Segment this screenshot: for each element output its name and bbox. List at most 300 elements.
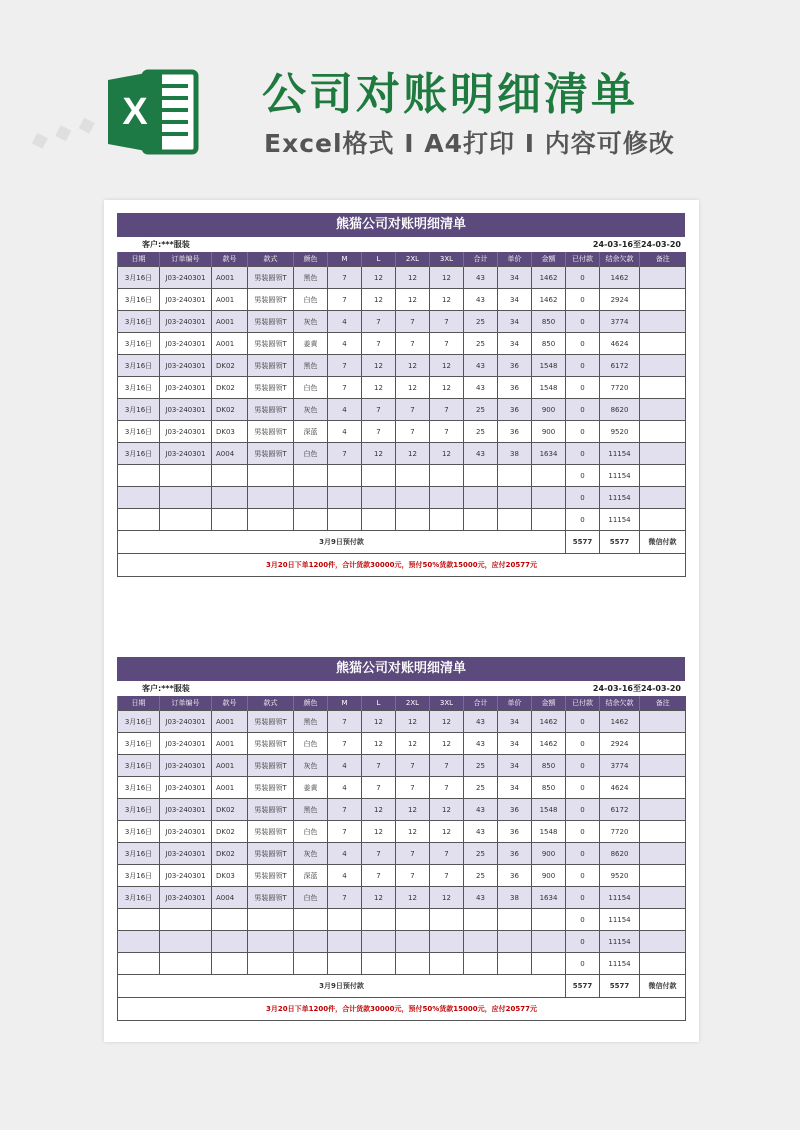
table-cell: 43	[464, 443, 498, 465]
table-cell: 25	[464, 865, 498, 887]
table-cell: 1548	[532, 799, 566, 821]
note-row	[118, 998, 686, 1021]
table-cell	[430, 465, 464, 487]
customer-label: 客户:***服装	[142, 684, 190, 693]
table-cell	[328, 953, 362, 975]
table-cell: 0	[566, 399, 600, 421]
table-cell	[498, 953, 532, 975]
table-cell: 7	[430, 399, 464, 421]
summary-remark: 微信付款	[640, 531, 686, 554]
table-cell: 25	[464, 843, 498, 865]
table-cell	[328, 487, 362, 509]
table-cell: A001	[212, 311, 248, 333]
table-cell: J03-240301	[160, 289, 212, 311]
table-cell: 1548	[532, 377, 566, 399]
table-cell: 1462	[532, 733, 566, 755]
table-cell: 850	[532, 333, 566, 355]
table-header-row	[118, 252, 686, 267]
table-cell: 7	[396, 333, 430, 355]
table-cell: 7	[328, 733, 362, 755]
table-cell: 7	[328, 267, 362, 289]
table-cell	[430, 509, 464, 531]
table-cell: 3月16日	[118, 865, 160, 887]
table-cell: 7	[362, 755, 396, 777]
column-header: 订单编号	[160, 252, 212, 267]
table-cell: 1462	[600, 711, 640, 733]
table-cell: 9520	[600, 421, 640, 443]
column-header: M	[328, 696, 362, 711]
table-cell: A001	[212, 777, 248, 799]
table-cell: 7	[396, 777, 430, 799]
column-header: 合计	[464, 252, 498, 267]
table-row	[118, 399, 686, 421]
table-cell	[248, 487, 294, 509]
table-cell	[328, 509, 362, 531]
table-cell	[640, 509, 686, 531]
table-cell	[396, 465, 430, 487]
summary-paid: 5577	[566, 975, 600, 998]
table-cell: 36	[498, 843, 532, 865]
table-cell: 34	[498, 711, 532, 733]
table-cell: 姜黄	[294, 333, 328, 355]
table-cell: 11154	[600, 487, 640, 509]
table-cell: A004	[212, 443, 248, 465]
table-cell	[640, 953, 686, 975]
column-header: 单价	[498, 252, 532, 267]
table-cell	[498, 909, 532, 931]
page-title: 公司对账明细清单	[262, 69, 638, 120]
table-cell	[294, 487, 328, 509]
table-cell	[430, 953, 464, 975]
table-cell: 36	[498, 377, 532, 399]
table-cell: 900	[532, 421, 566, 443]
table-cell: 0	[566, 777, 600, 799]
table-cell	[430, 909, 464, 931]
table-cell: 12	[362, 443, 396, 465]
table-cell	[464, 487, 498, 509]
table-cell: J03-240301	[160, 777, 212, 799]
table-cell: DK02	[212, 377, 248, 399]
table-cell	[248, 909, 294, 931]
column-header: 款式	[248, 696, 294, 711]
column-header: 结余欠款	[600, 252, 640, 267]
table-cell: 0	[566, 443, 600, 465]
table-cell: 男装圆领T	[248, 777, 294, 799]
table-row	[118, 377, 686, 399]
table-cell: 0	[566, 355, 600, 377]
table-cell: 男装圆领T	[248, 333, 294, 355]
sheet-info-row	[117, 681, 685, 696]
table-cell: A001	[212, 733, 248, 755]
table-row	[118, 909, 686, 931]
note-text: 3月20日下单1200件，合计货款30000元，预付50%货款15000元，应付20577元	[118, 998, 686, 1021]
table-cell: 男装圆领T	[248, 843, 294, 865]
table-cell: 25	[464, 333, 498, 355]
table-cell: 1548	[532, 821, 566, 843]
table-cell: 1634	[532, 443, 566, 465]
table-cell	[212, 931, 248, 953]
table-cell: 4	[328, 399, 362, 421]
table-row	[118, 267, 686, 289]
table-cell: 12	[362, 267, 396, 289]
column-header: 款号	[212, 696, 248, 711]
table-cell: 3月16日	[118, 711, 160, 733]
table-cell: 3月16日	[118, 377, 160, 399]
column-header: 备注	[640, 252, 686, 267]
table-cell: 男装圆领T	[248, 711, 294, 733]
table-cell: 36	[498, 355, 532, 377]
column-header: 备注	[640, 696, 686, 711]
table-cell	[532, 509, 566, 531]
table-cell: J03-240301	[160, 377, 212, 399]
table-cell: 12	[362, 355, 396, 377]
table-cell	[160, 909, 212, 931]
statement-table	[117, 696, 686, 1021]
table-cell: 男装圆领T	[248, 799, 294, 821]
table-cell: 12	[362, 377, 396, 399]
table-cell: 0	[566, 931, 600, 953]
table-cell	[532, 953, 566, 975]
table-cell: 黑色	[294, 267, 328, 289]
table-cell: 0	[566, 377, 600, 399]
table-row	[118, 777, 686, 799]
table-cell: 34	[498, 267, 532, 289]
table-cell: 7	[396, 421, 430, 443]
column-header: 颜色	[294, 696, 328, 711]
table-cell: 34	[498, 755, 532, 777]
table-row	[118, 355, 686, 377]
table-cell: 12	[396, 377, 430, 399]
table-cell: 男装圆领T	[248, 355, 294, 377]
table-cell: 25	[464, 777, 498, 799]
table-cell: 25	[464, 421, 498, 443]
date-range: 24-03-16至24-03-20	[592, 684, 681, 693]
table-cell: 0	[566, 311, 600, 333]
table-cell	[498, 509, 532, 531]
table-cell	[248, 931, 294, 953]
table-cell: 25	[464, 399, 498, 421]
table-cell: 12	[362, 289, 396, 311]
summary-balance: 5577	[600, 975, 640, 998]
table-cell	[640, 311, 686, 333]
table-cell	[328, 909, 362, 931]
table-row	[118, 953, 686, 975]
table-cell	[248, 953, 294, 975]
table-row	[118, 487, 686, 509]
table-cell: 0	[566, 953, 600, 975]
table-cell: 0	[566, 865, 600, 887]
table-cell	[248, 509, 294, 531]
column-header: 3XL	[430, 252, 464, 267]
table-cell	[640, 487, 686, 509]
table-cell: 43	[464, 377, 498, 399]
table-cell	[532, 465, 566, 487]
table-cell	[294, 931, 328, 953]
table-cell: 34	[498, 289, 532, 311]
table-cell: 3月16日	[118, 777, 160, 799]
customer-label: 客户:***服装	[142, 240, 190, 249]
table-cell: 3月16日	[118, 311, 160, 333]
table-cell	[464, 465, 498, 487]
table-cell: 3月16日	[118, 267, 160, 289]
table-cell	[362, 509, 396, 531]
table-cell: 黑色	[294, 711, 328, 733]
table-cell	[212, 487, 248, 509]
table-row	[118, 443, 686, 465]
table-cell: 白色	[294, 733, 328, 755]
table-cell: 2924	[600, 733, 640, 755]
table-row	[118, 799, 686, 821]
column-header: 金额	[532, 252, 566, 267]
table-cell: A001	[212, 333, 248, 355]
summary-remark: 微信付款	[640, 975, 686, 998]
table-cell: 36	[498, 421, 532, 443]
table-cell	[362, 953, 396, 975]
watermark: ◆ ◆ ◆	[27, 110, 99, 155]
table-cell	[640, 777, 686, 799]
summary-paid: 5577	[566, 531, 600, 554]
table-cell: J03-240301	[160, 865, 212, 887]
table-cell: 12	[396, 289, 430, 311]
table-cell	[640, 865, 686, 887]
table-cell	[160, 509, 212, 531]
table-cell: 850	[532, 755, 566, 777]
table-cell: 3月16日	[118, 355, 160, 377]
table-cell: 12	[396, 733, 430, 755]
table-cell	[212, 953, 248, 975]
table-cell: J03-240301	[160, 355, 212, 377]
table-cell: DK02	[212, 821, 248, 843]
table-cell: J03-240301	[160, 399, 212, 421]
table-cell: J03-240301	[160, 799, 212, 821]
statement-sheet	[117, 657, 685, 1021]
table-cell	[160, 931, 212, 953]
table-cell: 12	[430, 733, 464, 755]
table-cell: 11154	[600, 931, 640, 953]
note-text: 3月20日下单1200件，合计货款30000元，预付50%货款15000元，应付20577元	[118, 554, 686, 577]
table-cell	[160, 953, 212, 975]
table-cell	[396, 953, 430, 975]
table-cell: 900	[532, 865, 566, 887]
table-cell: A004	[212, 887, 248, 909]
table-cell: 0	[566, 487, 600, 509]
table-cell: 8620	[600, 843, 640, 865]
table-cell: J03-240301	[160, 443, 212, 465]
table-cell: 0	[566, 909, 600, 931]
table-cell: 4	[328, 865, 362, 887]
sheet-title: 熊猫公司对账明细清单	[117, 213, 685, 237]
table-cell	[464, 509, 498, 531]
table-cell	[532, 931, 566, 953]
summary-row	[118, 975, 686, 998]
table-cell: 11154	[600, 887, 640, 909]
column-header: 合计	[464, 696, 498, 711]
column-header: 订单编号	[160, 696, 212, 711]
table-cell: 43	[464, 711, 498, 733]
table-cell: 黑色	[294, 799, 328, 821]
table-cell: 12	[430, 887, 464, 909]
table-cell: 1462	[532, 267, 566, 289]
table-cell: 11154	[600, 443, 640, 465]
column-header: 已付款	[566, 252, 600, 267]
table-cell: 白色	[294, 821, 328, 843]
table-cell: 3月16日	[118, 821, 160, 843]
table-cell: 1634	[532, 887, 566, 909]
document-page	[104, 200, 699, 1042]
table-row	[118, 289, 686, 311]
table-cell: 男装圆领T	[248, 865, 294, 887]
column-header: 结余欠款	[600, 696, 640, 711]
table-cell: 7	[430, 777, 464, 799]
table-cell	[640, 465, 686, 487]
table-cell	[396, 931, 430, 953]
table-header-row	[118, 696, 686, 711]
table-cell: 3月16日	[118, 421, 160, 443]
table-cell: 7	[328, 887, 362, 909]
table-cell: 7	[362, 843, 396, 865]
table-cell	[118, 909, 160, 931]
table-cell: J03-240301	[160, 711, 212, 733]
table-cell: 1462	[532, 711, 566, 733]
table-cell: 0	[566, 711, 600, 733]
table-cell: 7	[362, 311, 396, 333]
table-cell: J03-240301	[160, 333, 212, 355]
table-cell: 3月16日	[118, 399, 160, 421]
table-row	[118, 311, 686, 333]
table-cell: 3月16日	[118, 443, 160, 465]
table-cell: 43	[464, 267, 498, 289]
table-cell: 12	[430, 355, 464, 377]
table-row	[118, 865, 686, 887]
table-cell: 11154	[600, 953, 640, 975]
column-header: M	[328, 252, 362, 267]
column-header: 金额	[532, 696, 566, 711]
table-cell	[640, 377, 686, 399]
table-cell: DK03	[212, 865, 248, 887]
column-header: 2XL	[396, 696, 430, 711]
table-cell	[248, 465, 294, 487]
table-cell: 12	[362, 733, 396, 755]
table-cell: 38	[498, 443, 532, 465]
table-cell: DK03	[212, 421, 248, 443]
table-cell: 12	[430, 799, 464, 821]
table-cell: 7	[328, 355, 362, 377]
table-cell	[294, 509, 328, 531]
table-cell	[118, 487, 160, 509]
table-cell: 黑色	[294, 355, 328, 377]
summary-row	[118, 531, 686, 554]
table-cell: 0	[566, 509, 600, 531]
table-cell: DK02	[212, 399, 248, 421]
table-cell: DK02	[212, 799, 248, 821]
table-cell: 12	[396, 711, 430, 733]
table-cell: 男装圆领T	[248, 887, 294, 909]
table-cell: 11154	[600, 465, 640, 487]
table-cell: 7	[430, 755, 464, 777]
table-cell: 6172	[600, 355, 640, 377]
table-cell	[160, 487, 212, 509]
table-cell	[640, 421, 686, 443]
table-cell: 7720	[600, 821, 640, 843]
table-cell: 0	[566, 755, 600, 777]
table-cell: 3月16日	[118, 843, 160, 865]
table-cell: 姜黄	[294, 777, 328, 799]
table-cell: 男装圆领T	[248, 755, 294, 777]
table-cell: 34	[498, 333, 532, 355]
table-cell: 11154	[600, 909, 640, 931]
table-cell: DK02	[212, 355, 248, 377]
column-header: 颜色	[294, 252, 328, 267]
table-cell: J03-240301	[160, 821, 212, 843]
table-cell: 7	[430, 843, 464, 865]
table-cell: J03-240301	[160, 755, 212, 777]
table-cell: 12	[430, 443, 464, 465]
table-cell: 4624	[600, 333, 640, 355]
summary-label: 3月9日预付款	[118, 531, 566, 554]
table-cell	[498, 465, 532, 487]
table-cell: 4	[328, 843, 362, 865]
excel-icon	[104, 62, 204, 162]
table-cell: 36	[498, 399, 532, 421]
table-cell: 7	[328, 711, 362, 733]
table-cell: 43	[464, 799, 498, 821]
table-cell: 7720	[600, 377, 640, 399]
table-cell: J03-240301	[160, 843, 212, 865]
table-cell: 34	[498, 311, 532, 333]
note-row	[118, 554, 686, 577]
table-cell: J03-240301	[160, 311, 212, 333]
table-cell	[212, 465, 248, 487]
table-cell	[118, 953, 160, 975]
table-cell: 9520	[600, 865, 640, 887]
table-cell	[396, 909, 430, 931]
table-cell: 34	[498, 733, 532, 755]
table-cell	[396, 509, 430, 531]
table-cell: 12	[362, 799, 396, 821]
table-cell: 850	[532, 311, 566, 333]
table-cell	[640, 799, 686, 821]
table-cell: 男装圆领T	[248, 289, 294, 311]
table-cell	[640, 931, 686, 953]
table-row	[118, 465, 686, 487]
summary-label: 3月9日预付款	[118, 975, 566, 998]
table-cell	[640, 843, 686, 865]
table-cell: 男装圆领T	[248, 733, 294, 755]
column-header: 款式	[248, 252, 294, 267]
column-header: 款号	[212, 252, 248, 267]
table-cell: 7	[362, 333, 396, 355]
table-cell: 男装圆领T	[248, 443, 294, 465]
table-cell: 7	[328, 377, 362, 399]
table-cell: 3月16日	[118, 333, 160, 355]
table-cell: 36	[498, 821, 532, 843]
table-cell	[294, 953, 328, 975]
table-cell	[464, 953, 498, 975]
table-cell: 43	[464, 821, 498, 843]
table-cell: 12	[396, 355, 430, 377]
table-cell: 男装圆领T	[248, 311, 294, 333]
table-cell: 1462	[532, 289, 566, 311]
table-row	[118, 887, 686, 909]
table-cell: 0	[566, 843, 600, 865]
table-cell: 7	[430, 421, 464, 443]
table-cell: 34	[498, 777, 532, 799]
table-cell: 0	[566, 821, 600, 843]
table-cell	[640, 333, 686, 355]
table-cell	[212, 909, 248, 931]
table-cell: 4	[328, 333, 362, 355]
table-cell: 12	[430, 821, 464, 843]
